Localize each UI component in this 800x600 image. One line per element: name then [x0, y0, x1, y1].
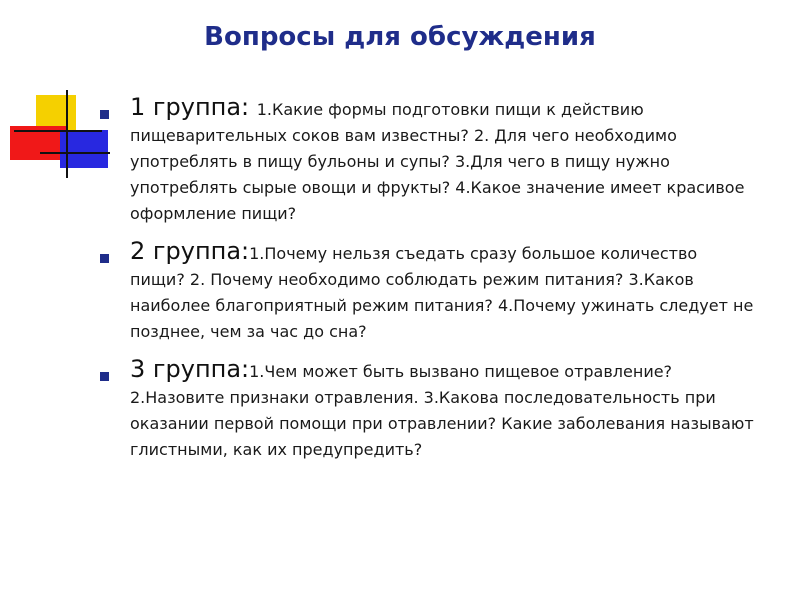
slide-title: Вопросы для обсуждения	[204, 22, 596, 52]
logo-vertical-line	[66, 90, 68, 178]
square-bullet-icon	[100, 372, 109, 381]
group-label: 2 группа:	[130, 237, 250, 265]
group-text-block	[130, 238, 756, 345]
group-text-block	[130, 356, 756, 463]
group-questions: 1.Почему нельзя съедать сразу большое количество пищи? 2. Почему необходимо соблюдать режим питания? 3.Каков наиболее благоприятный режим питания? 4.Почему ужинать следует не позднее, чем за час до сна?	[130, 244, 754, 341]
group-label: 1 группа:	[130, 93, 257, 121]
logo-horizontal-line	[14, 130, 102, 132]
group-questions: 1.Какие формы подготовки пищи к действию пищеварительных соков вам известны? 2. Для чего необходимо употреблять в пищу бульоны и супы? 3.Для чего в пищу нужно употреблять сырые овощи и фрукты? 4.Какое значение имеет красивое оформление пищи?	[130, 100, 745, 223]
group-item-2	[96, 238, 756, 345]
group-item-3	[96, 356, 756, 463]
question-list	[96, 94, 756, 474]
group-questions: 1.Чем может быть вызвано пищевое отравление? 2.Назовите признаки отравления. 3.Какова последовательность при оказании первой помощи при отравлении? Какие заболевания называют глистными, как их предупредить?	[130, 362, 754, 459]
group-text-block	[130, 94, 756, 227]
group-label: 3 группа:	[130, 355, 250, 383]
group-item-1	[96, 94, 756, 227]
square-bullet-icon	[100, 254, 109, 263]
square-bullet-icon	[100, 110, 109, 119]
